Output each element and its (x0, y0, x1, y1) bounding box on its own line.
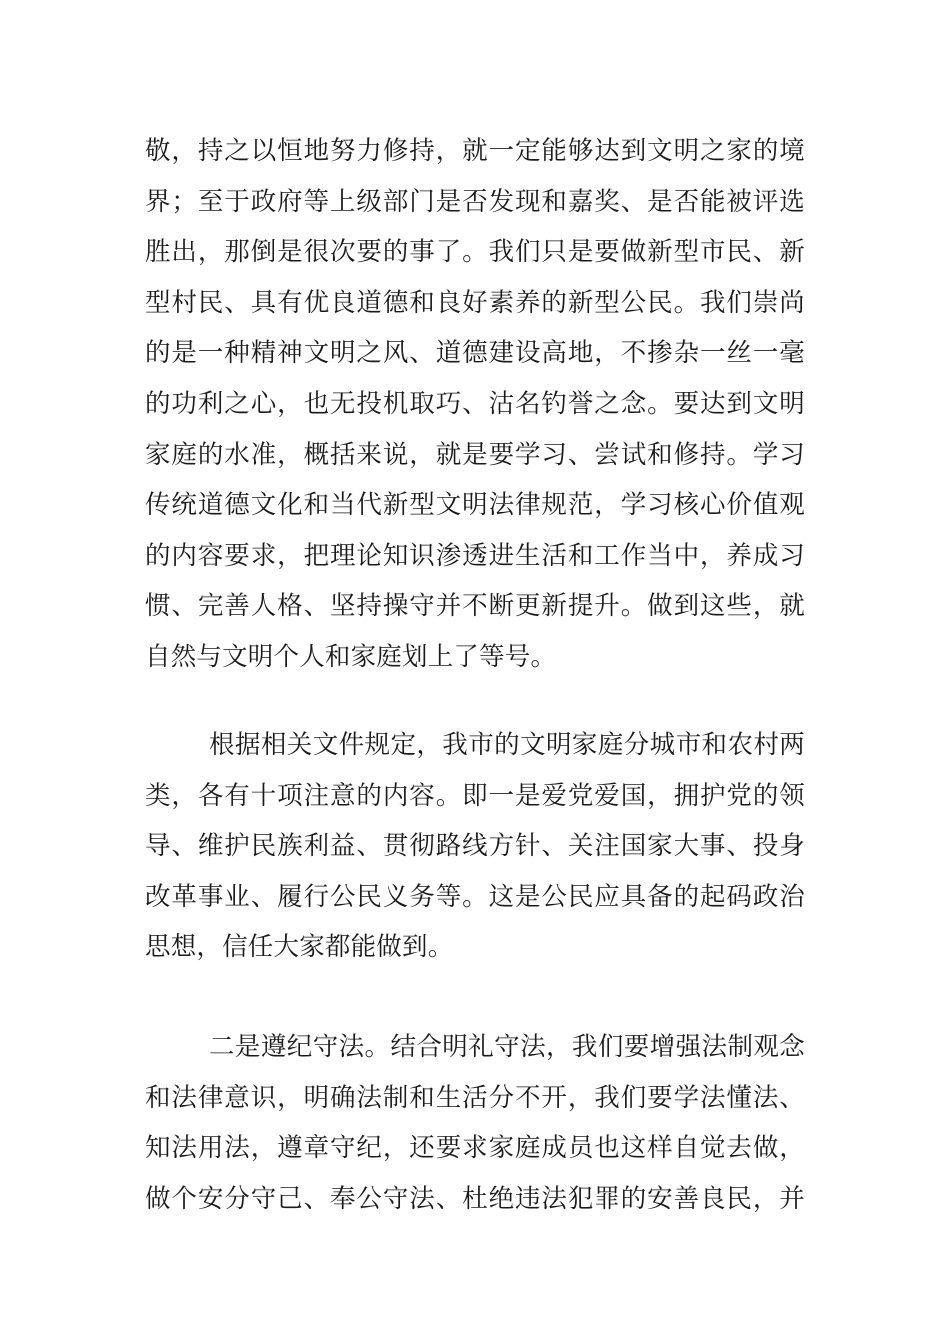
text-line: 界；至于政府等上级部门是否发现和嘉奖、是否能被评选 (145, 186, 805, 217)
text-line: 二是遵纪守法。结合明礼守法，我们要增强法制观念 (209, 1032, 805, 1062)
paragraph-3 (145, 1022, 805, 1224)
text-line: 的功利之心，也无投机取巧、沽名钓誉之念。要达到文明 (145, 388, 805, 419)
text-line: 导、维护民族利益、贯彻路线方针、关注国家大事、投身 (145, 831, 805, 862)
text-line: 做个安分守己、奉公守法、杜绝违法犯罪的安善良民，并 (145, 1183, 805, 1214)
paragraph-1 (145, 126, 805, 683)
text-line: 敬，持之以恒地努力修持，就一定能够达到文明之家的境 (145, 136, 805, 166)
text-line: 和法律意识，明确法制和生活分不开，我们要学法懂法、 (145, 1082, 805, 1113)
paragraph-2 (145, 720, 805, 973)
text-line: 家庭的水准，概括来说，就是要学习、尝试和修持。学习 (145, 439, 805, 470)
text-line: 根据相关文件规定，我市的文明家庭分城市和农村两 (209, 730, 805, 760)
text-line: 型村民、具有优良道德和良好素养的新型公民。我们崇尚 (145, 287, 805, 318)
text-line: 惯、完善人格、坚持操守并不断更新提升。做到这些，就 (145, 591, 805, 622)
text-line: 的是一种精神文明之风、道德建设高地，不掺杂一丝一毫 (145, 338, 805, 369)
text-line: 自然与文明个人和家庭划上了等号。 (145, 641, 557, 672)
text-line: 思想，信任大家都能做到。 (145, 932, 454, 963)
text-line: 的内容要求，把理论知识渗透进生活和工作当中，养成习 (145, 540, 805, 571)
text-line: 传统道德文化和当代新型文明法律规范，学习核心价值观 (145, 490, 805, 521)
text-line: 胜出，那倒是很次要的事了。我们只是要做新型市民、新 (145, 237, 805, 268)
text-line: 改革事业、履行公民义务等。这是公民应具备的起码政治 (145, 881, 805, 912)
text-line: 类，各有十项注意的内容。即一是爱党爱国，拥护党的领 (145, 780, 805, 811)
text-line: 知法用法，遵章守纪，还要求家庭成员也这样自觉去做， (145, 1133, 805, 1164)
